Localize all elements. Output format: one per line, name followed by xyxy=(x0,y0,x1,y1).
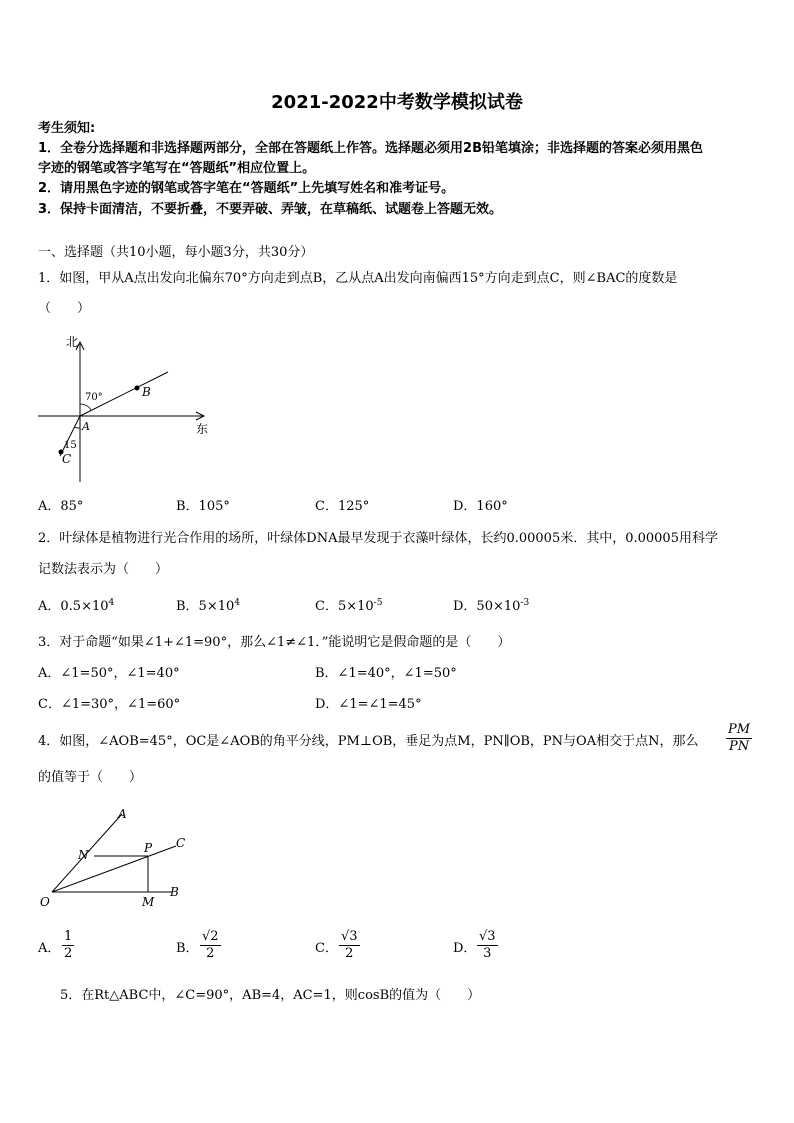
q1-figure xyxy=(34,330,224,485)
q1-option-b[interactable]: B．105° xyxy=(176,499,230,514)
q4-option-a-label[interactable]: A． xyxy=(38,941,61,956)
q4-option-b-fraction[interactable]: $\frac{√2}{2}$ xyxy=(202,929,219,961)
label-north: 北 xyxy=(66,335,79,349)
notice-item-1: 1．全卷分选择题和非选择题两部分，全部在答题纸上作答。选择题必须用2B铅笔填涂；非选择题的答案必须用黑色 xyxy=(38,141,704,156)
q4-option-a-fraction[interactable]: $\frac{1}{2}$ xyxy=(64,929,73,961)
q2-stem-cont: 记数法表示为（ ） xyxy=(38,562,169,577)
q4-figure xyxy=(36,800,196,912)
q3-option-b[interactable]: B．∠1=40°，∠1=50° xyxy=(315,666,457,681)
q1-stem: 1．如图，甲从A点出发向北偏东70°方向走到点B，乙从点A出发向南偏西15°方向走到点C，则∠BAC的度数是 xyxy=(38,271,678,286)
q1-option-a[interactable]: A．85° xyxy=(38,499,84,514)
q2-option-d[interactable]: D．$50\times 10^{-3}$ xyxy=(453,598,530,614)
q2-stem: 2．叶绿体是植物进行光合作用的场所，叶绿体DNA最早发现于衣藻叶绿体，长约0.00005米．其中，0.00005用科学 xyxy=(38,531,718,546)
q1-option-c[interactable]: C．125° xyxy=(315,499,370,514)
q1-option-d[interactable]: D．160° xyxy=(453,499,508,514)
q2-option-b[interactable]: B．$5\times 10^4$ xyxy=(176,598,240,614)
q4-option-d-fraction[interactable]: $\frac{√3}{3}$ xyxy=(479,929,496,961)
point-B-label: B xyxy=(170,885,179,899)
point-C-label: C xyxy=(62,452,72,466)
point-M-label: M xyxy=(142,895,155,909)
page-title: 2021-2022中考数学模拟试卷 xyxy=(271,92,523,113)
q4-option-c-label[interactable]: C． xyxy=(315,941,338,956)
q3-option-c[interactable]: C．∠1=30°，∠1=60° xyxy=(38,697,181,712)
q4-option-d-label[interactable]: D． xyxy=(453,941,477,956)
label-east: 东 xyxy=(196,422,209,436)
point-P-label: P xyxy=(144,841,153,855)
point-A-label: A xyxy=(82,420,90,433)
section-heading: 一、选择题（共10小题，每小题3分，共30分） xyxy=(38,245,314,260)
q1-bracket: （ ） xyxy=(38,301,91,316)
point-C-label: C xyxy=(176,836,186,850)
q4-fraction: $\frac{PM}{PN}$ xyxy=(728,722,751,754)
point-N-label: N xyxy=(78,848,89,862)
q3-option-d[interactable]: D．∠1=∠1=45° xyxy=(315,697,422,712)
label-angle-70: 70° xyxy=(85,392,103,403)
notice-item-3: 3．保持卡面清洁，不要折叠，不要弄破、弄皱，在草稿纸、试题卷上答题无效。 xyxy=(38,202,503,217)
q2-option-c[interactable]: C．$5\times 10^{-5}$ xyxy=(315,598,383,614)
q3-option-a[interactable]: A．∠1=50°，∠1=40° xyxy=(38,666,180,681)
point-A-label: A xyxy=(118,807,127,821)
notice-heading: 考生须知: xyxy=(38,121,96,136)
label-angle-15: 15 xyxy=(64,440,77,451)
notice-item-2: 2．请用黑色字迹的钢笔或答字笔在“答题纸”上先填写姓名和准考证号。 xyxy=(38,181,455,196)
q4-option-b-label[interactable]: B． xyxy=(176,941,199,956)
q4-option-c-fraction[interactable]: $\frac{√3}{2}$ xyxy=(341,929,358,961)
q4-stem-cont: 的值等于（ ） xyxy=(38,770,143,785)
q4-stem: 4．如图，∠AOB=45°，OC是∠AOB的角平分线，PM⊥OB，垂足为点M，PN∥OB，PN与OA相交于点N，那么 xyxy=(38,734,699,749)
q3-stem: 3．对于命题“如果∠1+∠1=90°，那么∠1≠∠1．”能说明它是假命题的是（ ） xyxy=(38,635,511,650)
q2-option-a[interactable]: A．$0.5\times 10^4$ xyxy=(38,598,115,614)
point-B-label: B xyxy=(142,385,151,399)
q5-stem: 5．在Rt△ABC中，∠C=90°，AB=4，AC=1，则cosB的值为（ ） xyxy=(60,988,481,1003)
notice-item-1-cont: 字迹的钢笔或答字笔写在“答题纸”相应位置上。 xyxy=(38,161,316,176)
point-O-label: O xyxy=(40,895,50,909)
